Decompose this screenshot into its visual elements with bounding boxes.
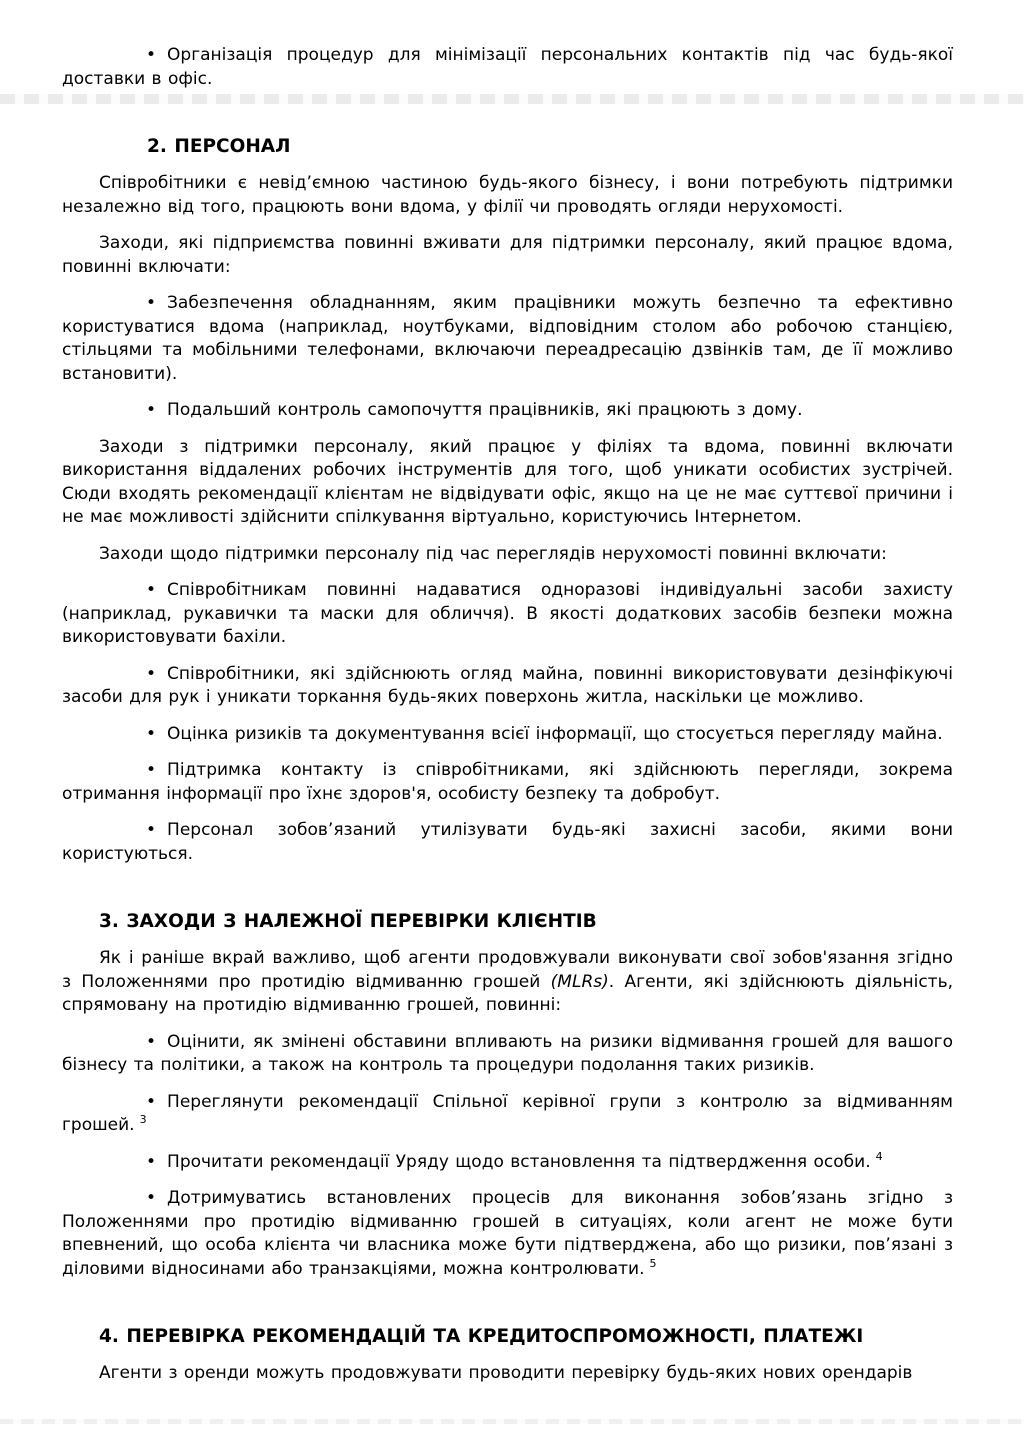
personnel-paragraph-3: Заходи з підтримки персоналу, який працює у філіях та вдома, повинні включати використання віддалених робочих інструментів для того, щоб уникати особистих зустрічей. Сюди входять рекомендації клієнтам не відвідувати офіс, якщо на це не має суттєвої причини і не має можливості здійснити спілкування віртуально, користуючись Інтернетом. <box>62 436 953 527</box>
section-2-heading: 2. ПЕРСОНАЛ <box>147 136 291 157</box>
scan-artifact-band-bottom <box>0 1419 1024 1424</box>
due-diligence-bullet-3 <box>62 1151 953 1175</box>
bullet-dot: • <box>146 580 157 600</box>
footnote-marker: 3 <box>139 1113 147 1127</box>
viewings-bullet-1 <box>62 579 953 650</box>
scan-artifact-band-top <box>0 94 1024 104</box>
section-3-heading: 3. ЗАХОДИ З НАЛЕЖНОЇ ПЕРЕВІРКИ КЛІЄНТІВ <box>99 911 597 932</box>
due-diligence-bullet-1 <box>62 1031 953 1078</box>
bullet-dot: • <box>146 1031 157 1052</box>
bullet-dot: • <box>146 760 157 780</box>
bullet-dot: • <box>146 45 157 65</box>
bullet-text: Співробітникам повинні надаватися одноразові індивідуальні засоби захисту (наприклад, рукавички та маски для обличчя). В якості додаткових засобів безпеки можна використовувати бахіли. <box>62 580 953 647</box>
references-paragraph: Агенти з оренди можуть продовжувати проводити перевірку будь-яких нових орендарів <box>99 1363 913 1383</box>
bullet-text: Співробітники, які здійснюють огляд майна, повинні використовувати дезінфікуючі засоби для рук і уникати торкання будь-яких поверхонь житла, наскільки це можливо. <box>62 663 953 707</box>
personnel-paragraph-4: Заходи щодо підтримки персоналу під час переглядів нерухомості повинні включати: <box>99 543 887 564</box>
viewings-bullet-3 <box>62 723 953 747</box>
viewings-bullet-2 <box>62 663 953 710</box>
bullet-dot: • <box>146 293 157 313</box>
bullet-dot: • <box>146 663 157 684</box>
personnel-paragraph-1: Співробітники є невід’ємною частиною будь-якого бізнесу, і вони потребують підтримки незалежно від того, працюють вони вдома, у філії чи проводять огляди нерухомості. <box>62 173 953 217</box>
bullet-dot: • <box>146 400 157 420</box>
bullet-text: Оцінка ризиків та документування всієї інформації, що стосується перегляду майна. <box>167 723 943 744</box>
footnote-marker: 5 <box>649 1256 657 1270</box>
bullet-text: Переглянути рекомендації Спільної керівної групи з контролю за відмиванням грошей. <box>62 1091 953 1135</box>
bullet-text: Забезпечення обладнанням, яким працівники можуть безпечно та ефективно користуватися вдома (наприклад, ноутбуками, відповідним столом або робочою станцією, стільцями та мобільними телефонами, включаючи переадресацію дзвінків там, де її можливо встановити). <box>62 293 953 384</box>
bullet-dot: • <box>146 723 157 744</box>
personnel-paragraph-2: Заходи, які підприємства повинні вживати для підтримки персоналу, який працює вдома, повинні включати: <box>62 233 953 277</box>
personnel-home-bullet-2 <box>62 399 953 423</box>
intro-bullet-text: Організація процедур для мінімізації персональних контактів під час будь-якої доставки в офіс. <box>62 45 953 89</box>
mlrs-abbreviation: (MLRs) <box>550 971 609 992</box>
viewings-bullet-4 <box>62 759 953 806</box>
intro-bullet-item <box>62 44 953 91</box>
bullet-text: Оцінити, як змінені обставини впливають на ризики відмивання грошей для вашого бізнесу та політики, а також на контроль та процедури подолання таких ризиків. <box>62 1031 953 1075</box>
bullet-text: Прочитати рекомендації Уряду щодо встановлення та підтвердження особи. <box>167 1151 871 1172</box>
personnel-home-bullet-1 <box>62 292 953 386</box>
paragraph-text: . Агенти, які здійснюють діяльність, спрямовану на протидію відмиванню грошей, повинні: <box>62 971 953 1015</box>
bullet-text: Підтримка контакту із співробітниками, які здійснюють перегляди, зокрема отримання інформації про їхнє здоров'я, особисту безпеку та добробут. <box>62 760 953 804</box>
bullet-dot: • <box>146 820 157 840</box>
paragraph-text: Як і раніше вкрай важливо, щоб агенти продовжували виконувати свої зобов'язання згідно з Положеннями про протидію відмиванню грошей <box>62 948 953 992</box>
bullet-text: Персонал зобов’язаний утилізувати будь-які захисні засоби, якими вони користуються. <box>62 820 953 864</box>
due-diligence-bullet-2 <box>62 1091 953 1138</box>
bullet-dot: • <box>146 1091 157 1112</box>
due-diligence-bullet-4 <box>62 1187 953 1281</box>
bullet-dot: • <box>146 1151 157 1172</box>
bullet-dot: • <box>146 1188 157 1208</box>
section-4-heading: 4. ПЕРЕВІРКА РЕКОМЕНДАЦІЙ ТА КРЕДИТОСПРОМОЖНОСТІ, ПЛАТЕЖІ <box>99 1326 864 1347</box>
footnote-marker: 4 <box>875 1149 883 1163</box>
bullet-text: Дотримуватись встановлених процесів для виконання зобов’язань згідно з Положеннями про протидію відмиванню грошей в ситуаціях, коли агент не може бути впевнений, що особа клієнта чи власника може бути підтверджена, або що ризики, пов’язані з діловими відносинами або транзакціями, можна контролювати. <box>62 1188 953 1279</box>
viewings-bullet-5 <box>62 819 953 866</box>
due-diligence-paragraph <box>62 947 953 1018</box>
bullet-text: Подальший контроль самопочуття працівників, які працюють з дому. <box>167 400 803 420</box>
